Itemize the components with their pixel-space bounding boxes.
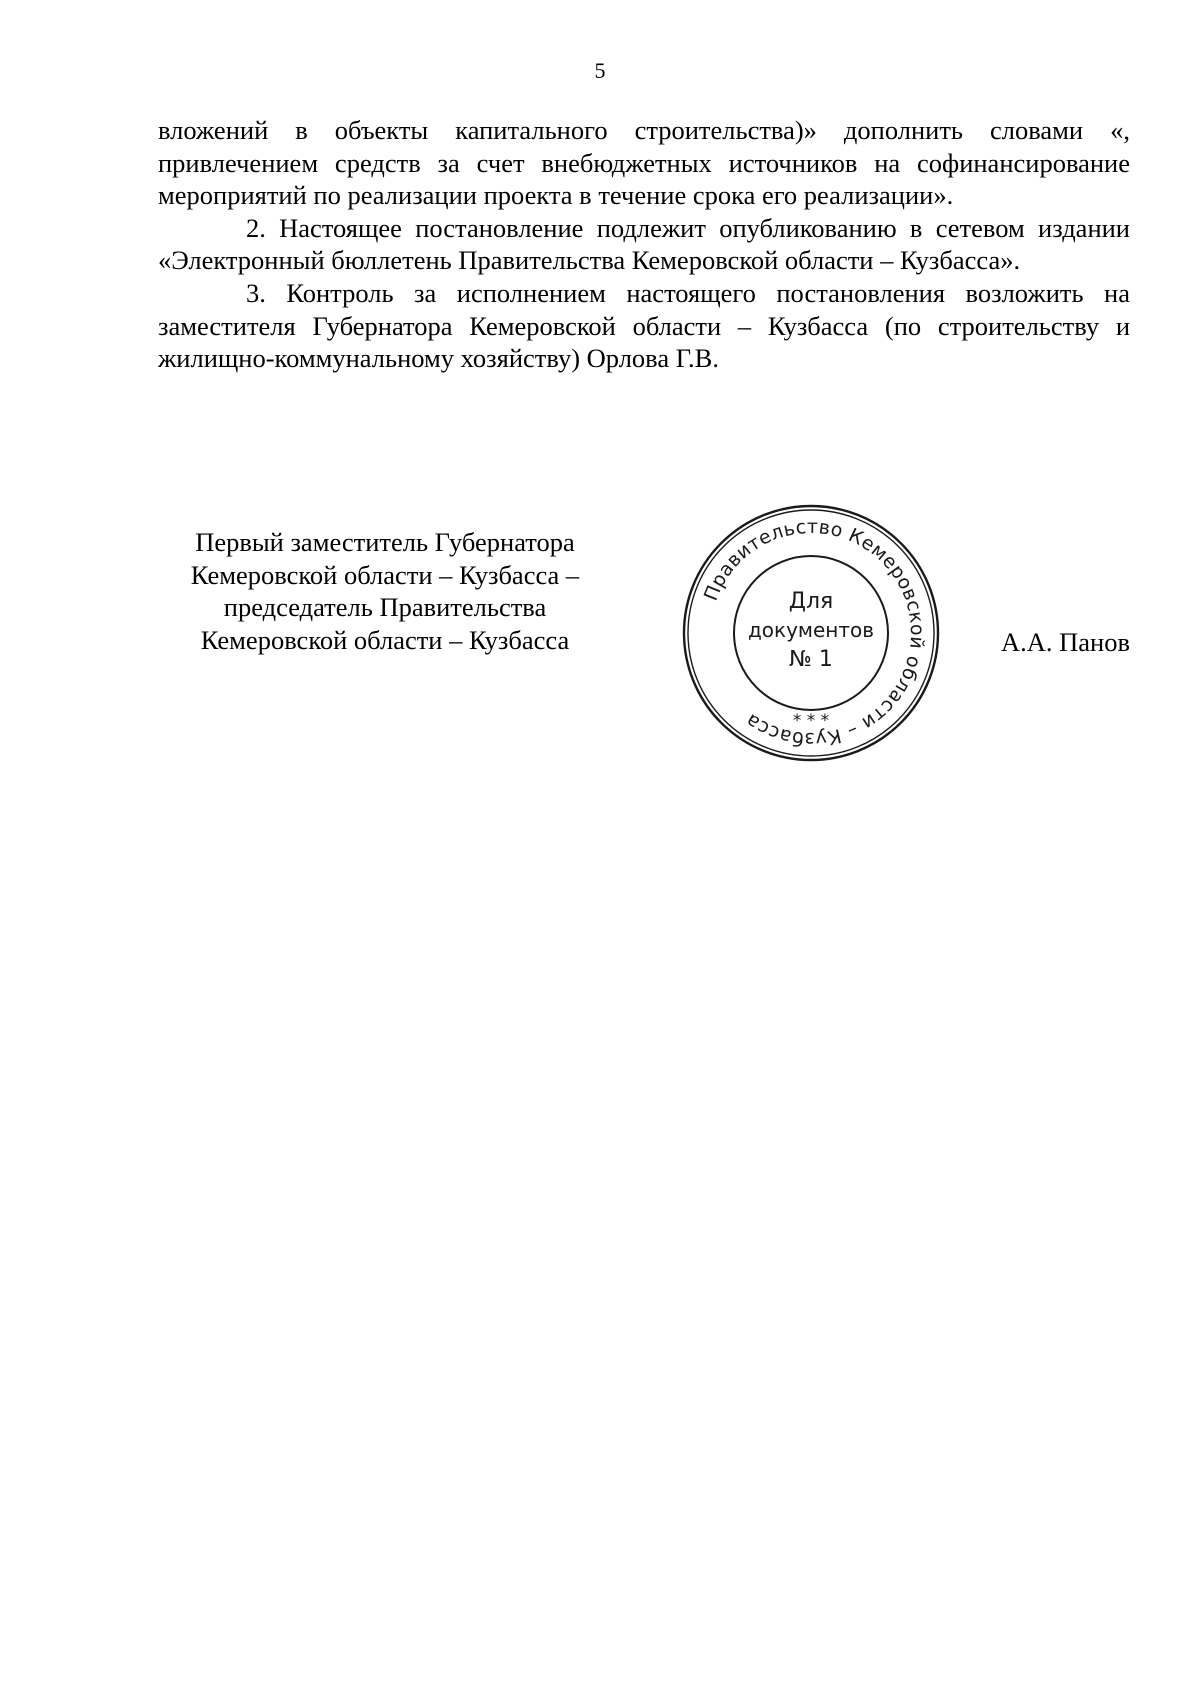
signatory-title-line: Кемеровской области – Кузбасса – bbox=[190, 559, 580, 590]
seal-ring-text: Правительство Кемеровской области – Кузбасса bbox=[699, 515, 929, 751]
signatory-name: А.А. Панов bbox=[1001, 627, 1130, 657]
page-number: 5 bbox=[594, 58, 606, 83]
seal-center-line: Для bbox=[788, 589, 834, 614]
official-seal-stamp bbox=[678, 500, 944, 766]
paragraph-continuation: вложений в объекты капитального строительства)» дополнить словами «, привлечением средств за счет внебюджетных источников на софинансирование мероприятий по реализации проекта в течение срока его реализации». bbox=[158, 115, 1130, 211]
signatory-title bbox=[160, 526, 610, 656]
seal-center-line: № 1 bbox=[789, 647, 833, 672]
seal-stars: * * * bbox=[792, 711, 830, 731]
paragraph-publication: 2. Настоящее постановление подлежит опубликованию в сетевом издании «Электронный бюллетень Правительства Кемеровской области – Кузбасса». bbox=[158, 212, 1130, 276]
signatory-title-line: Кемеровской области – Кузбасса bbox=[200, 624, 570, 655]
seal-center-line: документов bbox=[747, 618, 875, 642]
signatory-title-line: председатель Правительства bbox=[223, 592, 547, 623]
signatory-title-line: Первый заместитель Губернатора bbox=[195, 527, 575, 557]
paragraph-control: 3. Контроль за исполнением настоящего постановления возложить на заместителя Губернатора Кемеровской области – Кузбасса (по строительству и жилищно-коммунальному хозяйству) Орлова Г.В. bbox=[158, 277, 1130, 374]
document-body bbox=[158, 114, 1130, 375]
